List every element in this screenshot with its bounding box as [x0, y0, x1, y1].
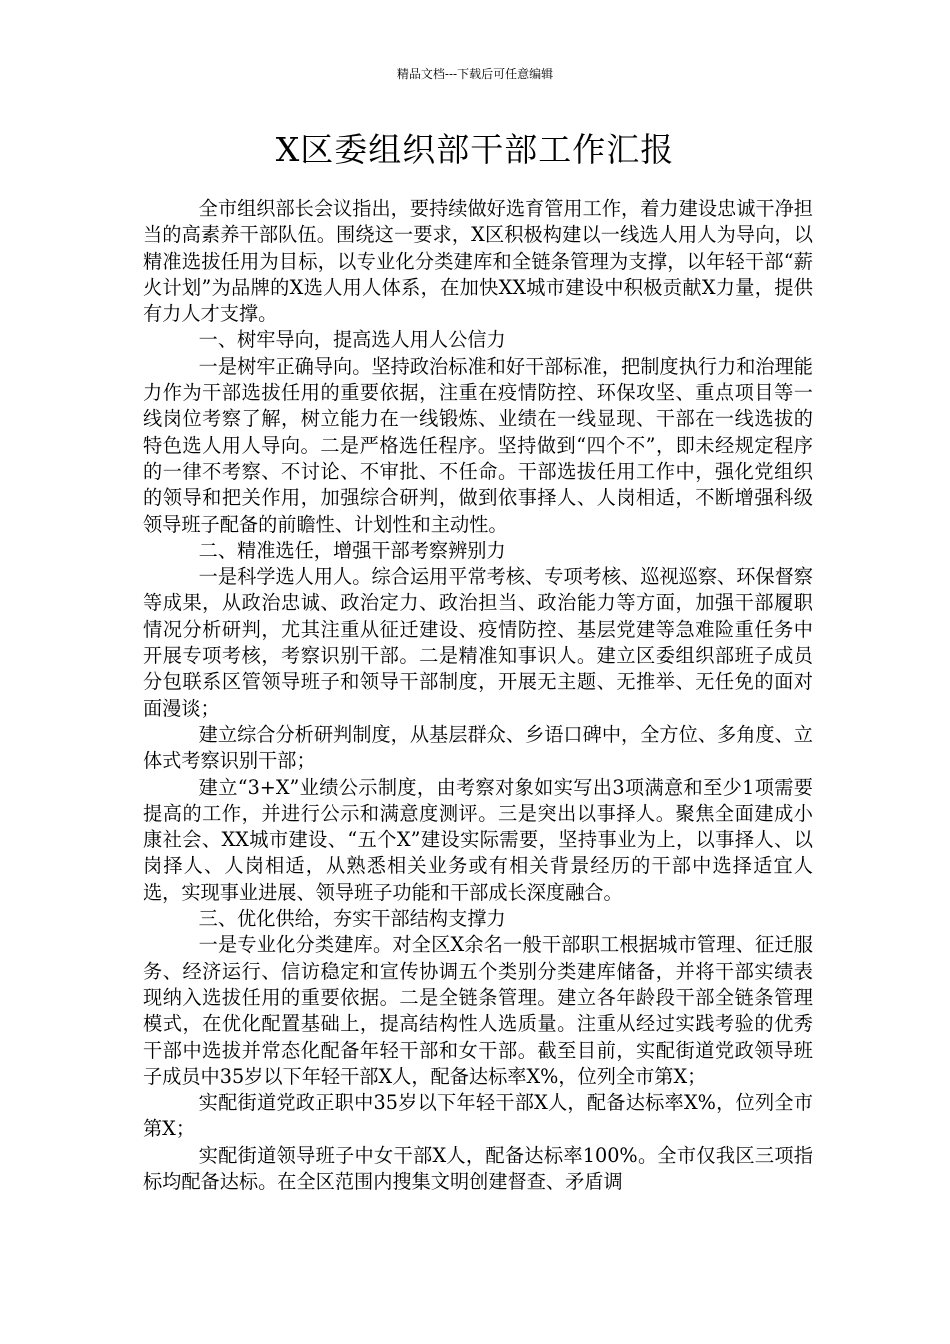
paragraph: 建立“3+X”业绩公示制度，由考察对象如实写出3项满意和至少1项需要提高的工作，并进行公示和满意度测评。三是突出以事择人。聚焦全面建成小康社会、XX城市建设、“五个X”建设实际需要，坚持事业为上，以事择人、以岗择人、人岗相适，从熟悉相关业务或有相关背景经历的干部中选择适宜人选，实现事业进展、领导班子功能和干部成长深度融合。	[143, 775, 813, 904]
paragraph: 实配街道党政正职中35岁以下年轻干部X人，配备达标率X%，位列全市第X；	[143, 1091, 813, 1141]
section-heading-1: 一、树牢导向，提高选人用人公信力	[198, 328, 506, 352]
paragraph: 建立综合分析研判制度，从基层群众、乡语口碑中，全方位、多角度、立体式考察识别干部；	[143, 722, 813, 773]
document-title: X区委组织部干部工作汇报	[275, 130, 675, 169]
paragraph: 一是专业化分类建库。对全区X余名一般干部职工根据城市管理、征迁服务、经济运行、信访稳定和宣传协调五个类别分类建库储备，并将干部实绩表现纳入选拔任用的重要依据。二是全链条管理。建立各年龄段干部全链条管理模式，在优化配置基础上，提高结构性人选质量。注重从经过实践考验的优秀干部中选拔并常态化配备年轻干部和女干部。截至目前，实配街道党政领导班子成员中35岁以下年轻干部X人，配备达标率X%，位列全市第X；	[143, 933, 813, 1088]
paragraph-intro: 全市组织部长会议指出，要持续做好选育管用工作，着力建设忠诚干净担当的高素养干部队伍。围绕这一要求，X区积极构建以一线选人用人为导向，以精准选拔任用为目标，以专业化分类建库和全链条管理为支撑，以年轻干部“薪火计划”为品牌的X选人用人体系，在加快XX城市建设中积极贡献X力量，提供有力人才支撑。	[143, 197, 813, 326]
document-body	[143, 196, 813, 1195]
paragraph: 一是科学选人用人。综合运用平常考核、专项考核、巡视巡察、环保督察等成果，从政治忠诚、政治定力、政治担当、政治能力等方面，加强干部履职情况分析研判，尤其注重从征迁建设、疫情防控、基层党建等急难险重任务中开展专项考核，考察识别干部。二是精准知事识人。建立区委组织部班子成员分包联系区管领导班子和领导干部制度，开展无主题、无推举、无任免的面对面漫谈；	[143, 565, 813, 720]
paragraph: 实配街道领导班子中女干部X人，配备达标率100%。全市仅我区三项指标均配备达标。在全区范围内搜集文明创建督查、矛盾调	[143, 1143, 813, 1193]
section-heading-2: 二、精准选任，增强干部考察辨别力	[198, 538, 506, 562]
header-note: 精品文档---下载后可任意编辑	[396, 67, 554, 81]
section-heading-3: 三、优化供给，夯实干部结构支撑力	[198, 907, 506, 931]
paragraph: 一是树牢正确导向。坚持政治标准和好干部标准，把制度执行力和治理能力作为干部选拔任用的重要依据，注重在疫情防控、环保攻坚、重点项目等一线岗位考察了解，树立能力在一线锻炼、业绩在一线显现、干部在一线选拔的特色选人用人导向。二是严格选任程序。坚持做到“四个不”，即未经规定程序的一律不考察、不讨论、不审批、不任命。干部选拔任用工作中，强化党组织的领导和把关作用，加强综合研判，做到依事择人、人岗相适，不断增强科级领导班子配备的前瞻性、计划性和主动性。	[143, 354, 813, 536]
